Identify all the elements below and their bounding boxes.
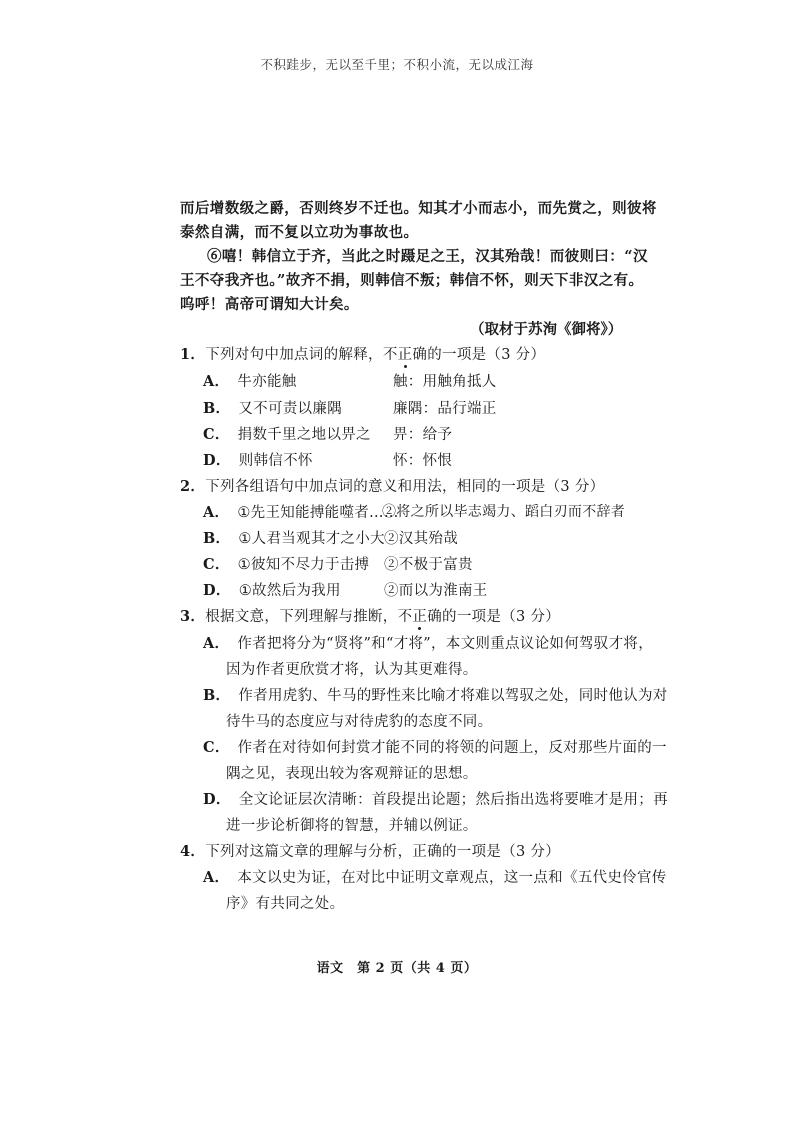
page-footer: 语文 第 2 页（共 4 页） xyxy=(316,961,478,976)
option-a-continued: 序》有共同之处。 xyxy=(226,896,345,912)
question-stem: 下列对这篇文章的理解与分析，正确的一项是（3 分） xyxy=(205,844,561,860)
option-c xyxy=(203,736,667,757)
option-d xyxy=(203,579,341,600)
option-label: C． xyxy=(203,739,230,756)
passage-line: 王不夺我齐也。”故齐不捐，则韩信不叛；韩信不怀，则天下非汉之有。 xyxy=(180,272,644,289)
option-d xyxy=(203,788,668,809)
option-a xyxy=(203,370,297,391)
question-stem-pre: 根据文意，下列理解与推断， xyxy=(205,609,398,625)
passage-source: （取材于苏洵《御将》） xyxy=(470,321,623,338)
option-label: C． xyxy=(203,426,230,443)
question-stem-pre: 下列对句中加点词的解释， xyxy=(205,347,383,363)
question-stem: 下列各组语句中加点词的意义和用法，相同的一项是（3 分） xyxy=(205,479,605,495)
option-label: B． xyxy=(203,400,231,417)
option-b-second: ②汉其殆哉 xyxy=(384,531,458,547)
option-c xyxy=(203,553,369,574)
question-4-stem xyxy=(180,840,560,861)
question-number: 3． xyxy=(180,608,206,625)
question-number: 4． xyxy=(180,843,206,860)
option-first: ①彼知不尽力于击搏 xyxy=(237,557,370,573)
option-label: D． xyxy=(203,452,231,469)
option-label: A． xyxy=(203,373,230,390)
option-a xyxy=(203,501,399,522)
passage-line: ⑥嘻！韩信立于齐，当此之时蹑足之王，汉其殆哉！而彼则曰：“汉 xyxy=(207,248,648,265)
question-stem-post: 的一项是（3 分） xyxy=(427,347,546,363)
option-label: B． xyxy=(203,687,231,704)
negation-emphasis: 不正确 xyxy=(382,347,428,363)
passage-line: 呜呼！高帝可谓知大计矣。 xyxy=(180,296,359,313)
option-first: ①故然后为我用 xyxy=(238,583,341,599)
option-text: 作者把将分为“贤将”和“才将”，本文则重点议论如何驾驭才将， xyxy=(237,636,654,652)
page-header-motto: 不积跬步，无以至千里；不积小流，无以成江海 xyxy=(260,57,534,72)
question-2-stem xyxy=(180,475,604,496)
option-b xyxy=(203,527,385,548)
option-first: ①人君当观其才之小大 xyxy=(238,531,385,547)
option-label: A． xyxy=(203,869,230,886)
option-first: ①先王知能搏能噬者…… xyxy=(237,505,399,521)
option-text: 作者在对待如何封赏才能不同的将领的问题上，反对那些片面的一 xyxy=(237,740,667,756)
passage-line: 而后增数级之爵，否则终岁不迁也。知其才小而志小，而先赏之，则彼将 xyxy=(180,200,657,217)
option-c xyxy=(203,423,371,444)
option-d-continued: 进一步论析御将的智慧，并辅以例证。 xyxy=(226,818,478,834)
option-label: B． xyxy=(203,530,231,547)
option-a-gloss: 触：用触角抵人 xyxy=(393,374,497,390)
passage-line: 泰然自满，而不复以立功为事故也。 xyxy=(180,224,419,241)
question-number: 2． xyxy=(180,478,206,495)
option-d-gloss: 怀：怀恨 xyxy=(393,453,453,469)
option-text: 本文以史为证，在对比中证明文章观点，这一点和《五代史伶官传 xyxy=(237,870,667,886)
option-label: C． xyxy=(203,556,230,573)
option-text: 作者用虎豹、牛马的野性来比喻才将难以驾驭之处，同时他认为对 xyxy=(238,688,668,704)
question-stem-post: 的一项是（3 分） xyxy=(442,609,561,625)
option-c-second: ②不极于富贵 xyxy=(384,557,473,573)
option-b-continued: 待牛马的态度应与对待虎豹的态度不同。 xyxy=(226,714,493,730)
option-text: 全文论证层次清晰：首段提出论题；然后指出选将要唯才是用；再 xyxy=(238,792,668,808)
option-c-gloss: 畀：给予 xyxy=(393,427,453,443)
question-3-stem xyxy=(180,605,560,626)
question-number: 1． xyxy=(180,346,206,363)
option-label: A． xyxy=(203,504,230,521)
option-b xyxy=(203,684,668,705)
option-a xyxy=(203,632,653,653)
option-label: A． xyxy=(203,635,230,652)
option-b xyxy=(203,397,342,418)
option-a-second: ②将之所以毕志竭力、蹈白刃而不辞者 xyxy=(382,504,626,520)
question-1-stem xyxy=(180,343,545,364)
option-d xyxy=(203,449,313,470)
option-label: D． xyxy=(203,582,231,599)
option-sentence: 又不可责以廉隅 xyxy=(238,401,342,417)
option-d-second: ②而以为淮南王 xyxy=(384,583,488,599)
option-a-continued: 因为作者更欣赏才将，认为其更难得。 xyxy=(226,662,478,678)
option-sentence: 则韩信不怀 xyxy=(238,453,313,469)
option-b-gloss: 廉隅：品行端正 xyxy=(393,401,497,417)
option-c-continued: 隅之见，表现出较为客观辩证的思想。 xyxy=(226,766,478,782)
option-sentence: 牛亦能触 xyxy=(237,374,297,390)
negation-emphasis: 不正确 xyxy=(397,609,443,625)
option-label: D． xyxy=(203,791,231,808)
option-sentence: 捐数千里之地以畀之 xyxy=(237,427,371,443)
option-a xyxy=(203,866,667,887)
